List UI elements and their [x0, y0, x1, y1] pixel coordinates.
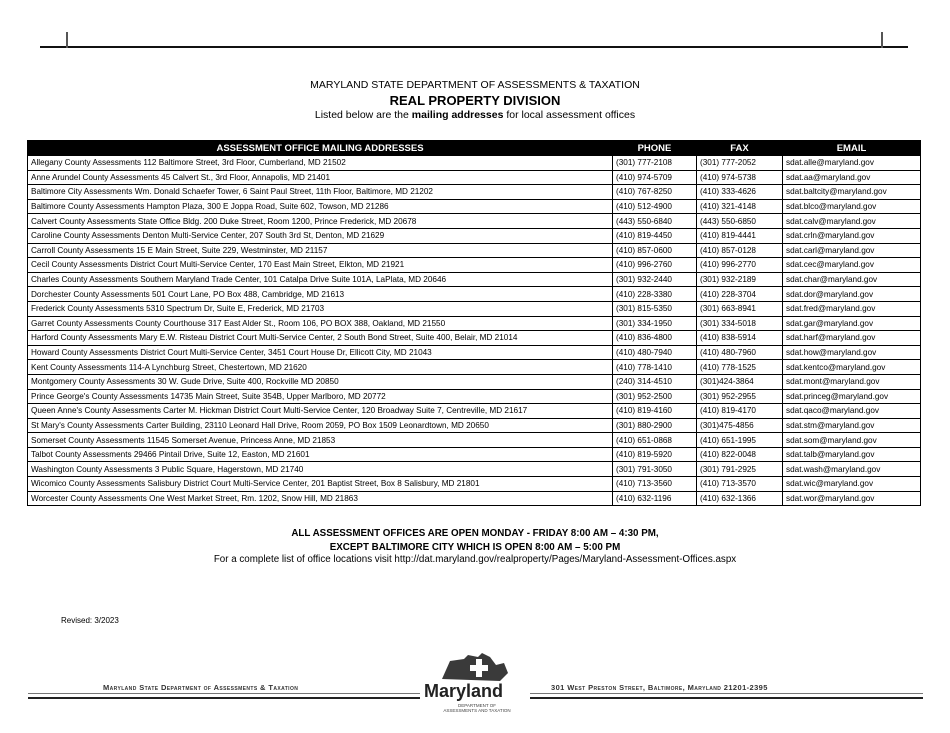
office-email-cell: sdat.crln@maryland.gov	[783, 228, 921, 243]
table-row	[28, 404, 921, 419]
office-address-cell: Montgomery County Assessments 30 W. Gude Drive, Suite 400, Rockville MD 20850	[28, 374, 613, 389]
office-address-cell: Calvert County Assessments State Office Bldg. 200 Duke Street, Room 1200, Prince Frederick, MD 20678	[28, 214, 613, 229]
table-row	[28, 199, 921, 214]
table-row	[28, 345, 921, 360]
office-fax-cell: (301) 663-8941	[697, 301, 783, 316]
corner-mark-right	[881, 32, 883, 48]
table-row	[28, 462, 921, 477]
table-row	[28, 477, 921, 492]
office-address-cell: Prince George's County Assessments 14735 Main Street, Suite 354B, Upper Marlboro, MD 20772	[28, 389, 613, 404]
table-row	[28, 243, 921, 258]
office-email-cell: sdat.how@maryland.gov	[783, 345, 921, 360]
table-row	[28, 316, 921, 331]
office-fax-cell: (410) 713-3570	[697, 477, 783, 492]
office-phone-cell: (410) 632-1196	[613, 491, 697, 506]
office-address-cell: Cecil County Assessments District Court Multi-Service Center, 170 East Main Street, Elkton, MD 21921	[28, 258, 613, 273]
office-phone-cell: (410) 974-5709	[613, 170, 697, 185]
office-email-cell: sdat.baltcity@maryland.gov	[783, 185, 921, 200]
office-address-cell: Dorchester County Assessments 501 Court Lane, PO Box 488, Cambridge, MD 21613	[28, 287, 613, 302]
revised-date: Revised: 3/2023	[61, 616, 119, 625]
office-address-cell: Charles County Assessments Southern Maryland Trade Center, 101 Catalpa Drive Suite 101A, LaPlata, MD 20646	[28, 272, 613, 287]
table-row	[28, 185, 921, 200]
office-phone-cell: (410) 819-4450	[613, 228, 697, 243]
office-fax-cell: (301) 952-2955	[697, 389, 783, 404]
office-phone-cell: (301) 815-5350	[613, 301, 697, 316]
office-address-cell: Garret County Assessments County Courthouse 317 East Alder St., Room 106, PO BOX 388, Oakland, MD 21550	[28, 316, 613, 331]
office-fax-cell: (410) 632-1366	[697, 491, 783, 506]
office-email-cell: sdat.som@maryland.gov	[783, 433, 921, 448]
office-address-cell: Caroline County Assessments Denton Multi-Service Center, 207 South 3rd St, Denton, MD 21629	[28, 228, 613, 243]
offices-table	[27, 140, 921, 506]
office-fax-cell: (410) 857-0128	[697, 243, 783, 258]
office-email-cell: sdat.blco@maryland.gov	[783, 199, 921, 214]
table-row	[28, 258, 921, 273]
table-row	[28, 331, 921, 346]
office-phone-cell: (410) 819-5920	[613, 447, 697, 462]
hours-line-2: EXCEPT BALTIMORE CITY WHICH IS OPEN 8:00 AM – 5:00 PM	[329, 542, 621, 553]
office-phone-cell: (410) 228-3380	[613, 287, 697, 302]
office-phone-cell: (410) 512-4900	[613, 199, 697, 214]
office-email-cell: sdat.qaco@maryland.gov	[783, 404, 921, 419]
office-fax-cell: (410) 228-3704	[697, 287, 783, 302]
office-address-cell: Queen Anne's County Assessments Carter M. Hickman District Court Multi-Service Center, 120 Broadway Suite 7, Centreville, MD 21617	[28, 404, 613, 419]
letterhead-address: 301 West Preston Street, Baltimore, Maryland 21201-2395	[551, 683, 768, 692]
corner-mark-left	[66, 32, 68, 48]
office-address-cell: Baltimore County Assessments Hampton Plaza, 300 E Joppa Road, Suite 602, Towson, MD 21286	[28, 199, 613, 214]
office-email-cell: sdat.princeg@maryland.gov	[783, 389, 921, 404]
logo-subtitle: DEPARTMENT OF ASSESSMENTS AND TAXATION	[443, 703, 511, 713]
office-address-cell: Washington County Assessments 3 Public Square, Hagerstown, MD 21740	[28, 462, 613, 477]
visit-note: For a complete list of office locations visit http://dat.maryland.gov/realproperty/Pages/Maryland-Assessment-Offices.aspx	[213, 554, 737, 565]
office-phone-cell: (410) 857-0600	[613, 243, 697, 258]
hours-line-1: ALL ASSESSMENT OFFICES ARE OPEN MONDAY - FRIDAY 8:00 AM – 4:30 PM,	[291, 528, 659, 539]
office-email-cell: sdat.kentco@maryland.gov	[783, 360, 921, 375]
office-fax-cell: (410) 651-1995	[697, 433, 783, 448]
office-fax-cell: (410) 822-0048	[697, 447, 783, 462]
table-row	[28, 170, 921, 185]
logo-wordmark: Maryland	[424, 681, 504, 701]
table-header-row	[28, 141, 921, 156]
intro-text: Listed below are the mailing addresses for local assessment offices	[314, 109, 636, 121]
office-fax-cell: (410) 838-5914	[697, 331, 783, 346]
table-row	[28, 156, 921, 171]
office-phone-cell: (410) 996-2760	[613, 258, 697, 273]
column-header-email: EMAIL	[783, 141, 921, 156]
office-email-cell: sdat.char@maryland.gov	[783, 272, 921, 287]
office-address-cell: Talbot County Assessments 29466 Pintail Drive, Suite 12, Easton, MD 21601	[28, 447, 613, 462]
office-phone-cell: (410) 778-1410	[613, 360, 697, 375]
table-row	[28, 287, 921, 302]
office-fax-cell: (410) 480-7960	[697, 345, 783, 360]
table-row	[28, 374, 921, 389]
office-fax-cell: (410) 974-5738	[697, 170, 783, 185]
office-phone-cell: (301) 791-3050	[613, 462, 697, 477]
office-email-cell: sdat.mont@maryland.gov	[783, 374, 921, 389]
office-email-cell: sdat.harf@maryland.gov	[783, 331, 921, 346]
office-email-cell: sdat.aa@maryland.gov	[783, 170, 921, 185]
office-phone-cell: (410) 767-8250	[613, 185, 697, 200]
table-row	[28, 433, 921, 448]
office-phone-cell: (301) 880-2900	[613, 418, 697, 433]
office-fax-cell: (301)475-4856	[697, 418, 783, 433]
office-phone-cell: (301) 932-2440	[613, 272, 697, 287]
office-phone-cell: (410) 819-4160	[613, 404, 697, 419]
office-phone-cell: (240) 314-4510	[613, 374, 697, 389]
office-fax-cell: (410) 996-2770	[697, 258, 783, 273]
office-email-cell: sdat.wor@maryland.gov	[783, 491, 921, 506]
office-address-cell: St Mary's County Assessments Carter Building, 23110 Leonard Hall Drive, Room 2059, PO Box 1509 Leonardtown, MD 20650	[28, 418, 613, 433]
table-row	[28, 214, 921, 229]
office-address-cell: Frederick County Assessments 5310 Spectrum Dr, Suite E, Frederick, MD 21703	[28, 301, 613, 316]
office-email-cell: sdat.talb@maryland.gov	[783, 447, 921, 462]
table-row	[28, 389, 921, 404]
office-email-cell: sdat.cec@maryland.gov	[783, 258, 921, 273]
division-title: REAL PROPERTY DIVISION	[389, 93, 561, 108]
office-email-cell: sdat.wic@maryland.gov	[783, 477, 921, 492]
table-row	[28, 228, 921, 243]
table-row	[28, 447, 921, 462]
office-address-cell: Kent County Assessments 114-A Lynchburg Street, Chestertown, MD 21620	[28, 360, 613, 375]
office-phone-cell: (410) 836-4800	[613, 331, 697, 346]
office-email-cell: sdat.stm@maryland.gov	[783, 418, 921, 433]
table-row	[28, 491, 921, 506]
table-row	[28, 360, 921, 375]
office-address-cell: Wicomico County Assessments Salisbury District Court Multi-Service Center, 201 Baptist Street, Box 8 Salisbury, MD 21801	[28, 477, 613, 492]
table-row	[28, 301, 921, 316]
office-phone-cell: (301) 777-2108	[613, 156, 697, 171]
office-address-cell: Howard County Assessments District Court Multi-Service Center, 3451 Court House Dr, Ellicott City, MD 21043	[28, 345, 613, 360]
office-fax-cell: (443) 550-6850	[697, 214, 783, 229]
office-fax-cell: (410) 778-1525	[697, 360, 783, 375]
letterhead-agency: Maryland State Department of Assessments & Taxation	[103, 683, 299, 692]
office-address-cell: Anne Arundel County Assessments 45 Calvert St., 3rd Floor, Annapolis, MD 21401	[28, 170, 613, 185]
office-address-cell: Somerset County Assessments 11545 Somerset Avenue, Princess Anne, MD 21853	[28, 433, 613, 448]
column-header-phone: PHONE	[613, 141, 697, 156]
office-email-cell: sdat.wash@maryland.gov	[783, 462, 921, 477]
office-fax-cell: (301) 791-2925	[697, 462, 783, 477]
office-phone-cell: (301) 334-1950	[613, 316, 697, 331]
office-phone-cell: (410) 651-0868	[613, 433, 697, 448]
office-fax-cell: (410) 321-4148	[697, 199, 783, 214]
office-address-cell: Harford County Assessments Mary E.W. Risteau District Court Multi-Service Center, 2 South Bond Street, Suite 400, Belair, MD 21014	[28, 331, 613, 346]
office-fax-cell: (301) 334-5018	[697, 316, 783, 331]
office-email-cell: sdat.carl@maryland.gov	[783, 243, 921, 258]
office-fax-cell: (410) 333-4626	[697, 185, 783, 200]
table-row	[28, 272, 921, 287]
office-email-cell: sdat.dor@maryland.gov	[783, 287, 921, 302]
office-email-cell: sdat.alle@maryland.gov	[783, 156, 921, 171]
office-email-cell: sdat.gar@maryland.gov	[783, 316, 921, 331]
office-address-cell: Carroll County Assessments 15 E Main Street, Suite 229, Westminster, MD 21157	[28, 243, 613, 258]
column-header-address: ASSESSMENT OFFICE MAILING ADDRESSES	[28, 141, 613, 156]
agency-name: MARYLAND STATE DEPARTMENT OF ASSESSMENTS & TAXATION	[310, 79, 640, 91]
office-fax-cell: (301) 932-2189	[697, 272, 783, 287]
office-address-cell: Allegany County Assessments 112 Baltimore Street, 3rd Floor, Cumberland, MD 21502	[28, 156, 613, 171]
office-phone-cell: (301) 952-2500	[613, 389, 697, 404]
office-fax-cell: (301) 777-2052	[697, 156, 783, 171]
office-phone-cell: (410) 480-7940	[613, 345, 697, 360]
office-fax-cell: (301)424-3864	[697, 374, 783, 389]
office-email-cell: sdat.calv@maryland.gov	[783, 214, 921, 229]
office-address-cell: Baltimore City Assessments Wm. Donald Schaefer Tower, 6 Saint Paul Street, 11th Floor, Baltimore, MD 21202	[28, 185, 613, 200]
office-fax-cell: (410) 819-4441	[697, 228, 783, 243]
column-header-fax: FAX	[697, 141, 783, 156]
office-phone-cell: (410) 713-3560	[613, 477, 697, 492]
office-address-cell: Worcester County Assessments One West Market Street, Rm. 1202, Snow Hill, MD 21863	[28, 491, 613, 506]
office-email-cell: sdat.fred@maryland.gov	[783, 301, 921, 316]
office-fax-cell: (410) 819-4170	[697, 404, 783, 419]
office-phone-cell: (443) 550-6840	[613, 214, 697, 229]
top-rule	[40, 46, 908, 48]
table-row	[28, 418, 921, 433]
